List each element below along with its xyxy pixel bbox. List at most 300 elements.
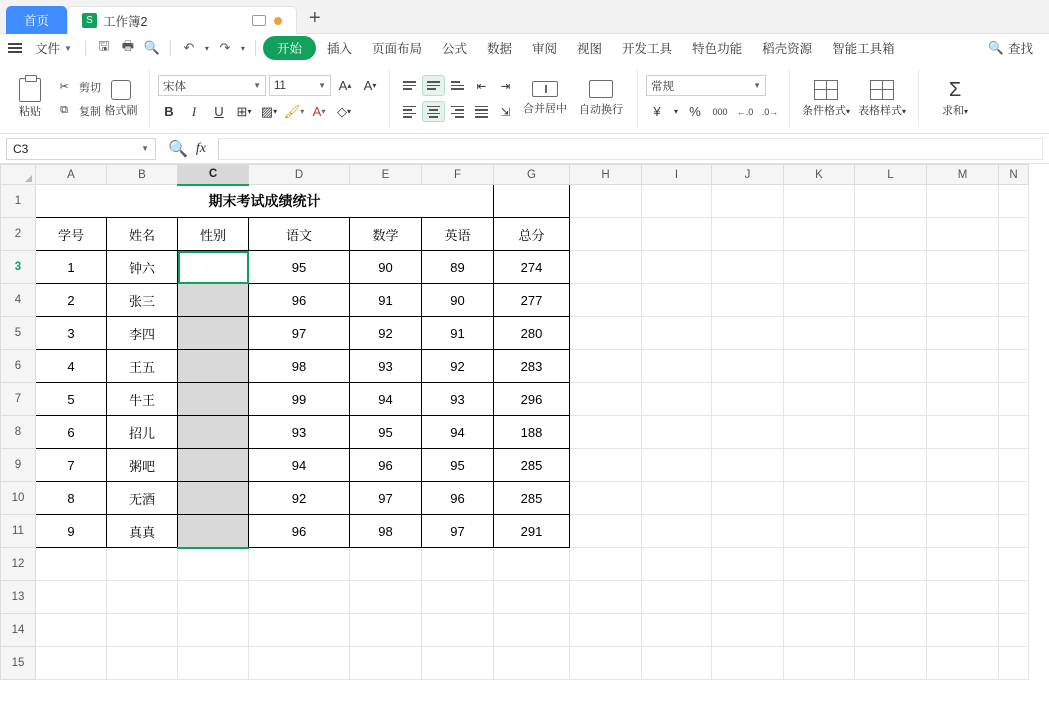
cell-M8[interactable] [927, 416, 999, 449]
cell-L14[interactable] [855, 614, 927, 647]
grow-font-button[interactable]: A ▴ [338, 78, 352, 93]
cell-A15[interactable] [36, 647, 107, 680]
cell-L13[interactable] [855, 581, 927, 614]
cell-A2[interactable]: 学号 [36, 218, 107, 251]
ribbon-tab-developer[interactable]: 开发工具 [622, 42, 673, 56]
column-header-F[interactable]: F [422, 165, 494, 185]
cell-G7[interactable]: 296 [494, 383, 570, 416]
cell-A7[interactable]: 5 [36, 383, 107, 416]
number-format-select[interactable] [646, 75, 766, 96]
cell-I11[interactable] [642, 515, 712, 548]
new-tab-button[interactable]: + [309, 7, 321, 29]
cell-I10[interactable] [642, 482, 712, 515]
cell-K12[interactable] [784, 548, 855, 581]
merge-center-button[interactable] [517, 81, 573, 116]
shrink-font-button[interactable]: A ▾ [363, 78, 377, 93]
cell-L9[interactable] [855, 449, 927, 482]
cell-C12[interactable] [178, 548, 249, 581]
align-right-button[interactable] [446, 101, 469, 122]
cell-E9[interactable]: 96 [350, 449, 422, 482]
cell-J9[interactable] [712, 449, 784, 482]
cell-L1[interactable] [855, 185, 927, 218]
cell-G3[interactable]: 274 [494, 251, 570, 284]
cell-J5[interactable] [712, 317, 784, 350]
cell-H15[interactable] [570, 647, 642, 680]
cell-G14[interactable] [494, 614, 570, 647]
column-header-H[interactable]: H [570, 165, 642, 185]
row-header-1[interactable]: 1 [1, 185, 36, 218]
italic-button[interactable]: I [191, 103, 197, 119]
cell-C8[interactable] [178, 416, 249, 449]
align-middle-button[interactable] [422, 75, 445, 96]
cell-B2[interactable]: 姓名 [107, 218, 178, 251]
cell-A8[interactable]: 6 [36, 416, 107, 449]
row-header-14[interactable]: 14 [1, 614, 36, 647]
cell-L12[interactable] [855, 548, 927, 581]
cell-H6[interactable] [570, 350, 642, 383]
cell-I5[interactable] [642, 317, 712, 350]
cell-N7[interactable] [999, 383, 1029, 416]
cell-K4[interactable] [784, 284, 855, 317]
cell-I7[interactable] [642, 383, 712, 416]
cell-A9[interactable]: 7 [36, 449, 107, 482]
cell-N8[interactable] [999, 416, 1029, 449]
cell-E15[interactable] [350, 647, 422, 680]
cell-J15[interactable] [712, 647, 784, 680]
cell-J13[interactable] [712, 581, 784, 614]
cell-H4[interactable] [570, 284, 642, 317]
cell-B10[interactable]: 无酒 [107, 482, 178, 515]
cell-D8[interactable]: 93 [249, 416, 350, 449]
cell-F6[interactable]: 92 [422, 350, 494, 383]
cell-K11[interactable] [784, 515, 855, 548]
cell-E6[interactable]: 93 [350, 350, 422, 383]
justify-button[interactable] [470, 101, 493, 122]
cell-N14[interactable] [999, 614, 1029, 647]
cell-M15[interactable] [927, 647, 999, 680]
cell-H5[interactable] [570, 317, 642, 350]
cell-K10[interactable] [784, 482, 855, 515]
print-icon[interactable]: 🖶 [121, 38, 135, 53]
cell-D15[interactable] [249, 647, 350, 680]
cell-L5[interactable] [855, 317, 927, 350]
cell-F11[interactable]: 97 [422, 515, 494, 548]
cell-H13[interactable] [570, 581, 642, 614]
cell-E10[interactable]: 97 [350, 482, 422, 515]
cut-button[interactable] [53, 76, 101, 97]
cell-E4[interactable]: 91 [350, 284, 422, 317]
row-header-8[interactable]: 8 [1, 416, 36, 449]
cell-H1[interactable] [570, 185, 642, 218]
column-header-K[interactable]: K [784, 165, 855, 185]
ribbon-tab-resources[interactable]: 稻壳资源 [762, 42, 813, 56]
cell-N2[interactable] [999, 218, 1029, 251]
cell-N9[interactable] [999, 449, 1029, 482]
cell-C4[interactable] [178, 284, 249, 317]
bold-button[interactable]: B [164, 104, 174, 119]
cell-M14[interactable] [927, 614, 999, 647]
cell-J10[interactable] [712, 482, 784, 515]
copy-button[interactable] [53, 100, 101, 121]
ribbon-tab-view[interactable]: 视图 [577, 42, 603, 56]
align-bottom-button[interactable] [446, 75, 469, 96]
cell-J1[interactable] [712, 185, 784, 218]
align-center-button[interactable] [422, 101, 445, 122]
print-preview-icon[interactable]: 🔍 [143, 40, 161, 55]
cell-A6[interactable]: 4 [36, 350, 107, 383]
underline-button[interactable]: U [214, 104, 224, 119]
search-box[interactable] [988, 39, 1041, 57]
column-header-B[interactable]: B [107, 165, 178, 185]
cell-K15[interactable] [784, 647, 855, 680]
cell-K6[interactable] [784, 350, 855, 383]
cell-N15[interactable] [999, 647, 1029, 680]
cell-L15[interactable] [855, 647, 927, 680]
cell-N3[interactable] [999, 251, 1029, 284]
column-header-A[interactable]: A [36, 165, 107, 185]
cell-K2[interactable] [784, 218, 855, 251]
wrap-text-button[interactable] [573, 80, 629, 117]
cell-I13[interactable] [642, 581, 712, 614]
cell-F8[interactable]: 94 [422, 416, 494, 449]
formula-input[interactable] [218, 138, 1043, 160]
cell-J8[interactable] [712, 416, 784, 449]
cell-C15[interactable] [178, 647, 249, 680]
cell-I3[interactable] [642, 251, 712, 284]
column-header-J[interactable]: J [712, 165, 784, 185]
cell-G4[interactable]: 277 [494, 284, 570, 317]
format-painter-button[interactable] [101, 80, 141, 118]
row-header-3[interactable]: 3 [1, 251, 36, 284]
decrease-decimal-button[interactable]: .0→ [761, 106, 779, 117]
row-header-5[interactable]: 5 [1, 317, 36, 350]
cell-I15[interactable] [642, 647, 712, 680]
file-menu[interactable] [29, 37, 78, 59]
cell-L10[interactable] [855, 482, 927, 515]
save-icon[interactable]: 🖫 [98, 38, 110, 53]
cell-E12[interactable] [350, 548, 422, 581]
cell-A13[interactable] [36, 581, 107, 614]
cell-B5[interactable]: 李四 [107, 317, 178, 350]
cell-C6[interactable] [178, 350, 249, 383]
tab-workbook2[interactable] [67, 6, 297, 34]
table-style-button[interactable] [854, 80, 910, 118]
ribbon-tab-insert[interactable]: 插入 [326, 42, 352, 56]
cell-D12[interactable] [249, 548, 350, 581]
cell-I9[interactable] [642, 449, 712, 482]
cell-B7[interactable]: 牛王 [107, 383, 178, 416]
cell-D11[interactable]: 96 [249, 515, 350, 548]
cell-L3[interactable] [855, 251, 927, 284]
cell-J12[interactable] [712, 548, 784, 581]
cell-L7[interactable] [855, 383, 927, 416]
cell-B13[interactable] [107, 581, 178, 614]
currency-dropdown-icon[interactable]: ▾ [673, 107, 678, 116]
ribbon-tab-features[interactable]: 特色功能 [692, 42, 743, 56]
cell-G10[interactable]: 285 [494, 482, 570, 515]
cell-C13[interactable] [178, 581, 249, 614]
cell-B11[interactable]: 真真 [107, 515, 178, 548]
cell-M1[interactable] [927, 185, 999, 218]
redo-icon[interactable]: ↷ [219, 40, 231, 55]
cell-H7[interactable] [570, 383, 642, 416]
cell-C2[interactable]: 性别 [178, 218, 249, 251]
cell-K7[interactable] [784, 383, 855, 416]
cell-C3[interactable] [178, 251, 249, 284]
cell-B12[interactable] [107, 548, 178, 581]
cell-L11[interactable] [855, 515, 927, 548]
cell-J4[interactable] [712, 284, 784, 317]
cell-E3[interactable]: 90 [350, 251, 422, 284]
cell-E7[interactable]: 94 [350, 383, 422, 416]
increase-decimal-button[interactable]: ←.0 [736, 106, 754, 117]
cell-A5[interactable]: 3 [36, 317, 107, 350]
cell-H8[interactable] [570, 416, 642, 449]
ribbon-tab-review[interactable]: 审阅 [532, 42, 558, 56]
cell-title[interactable]: 期末考试成绩统计 [36, 185, 494, 218]
cell-D6[interactable]: 98 [249, 350, 350, 383]
select-all-corner[interactable] [1, 165, 36, 185]
cell-M13[interactable] [927, 581, 999, 614]
cell-M12[interactable] [927, 548, 999, 581]
cell-M10[interactable] [927, 482, 999, 515]
cell-F14[interactable] [422, 614, 494, 647]
cell-F7[interactable]: 93 [422, 383, 494, 416]
cell-N1[interactable] [999, 185, 1029, 218]
text-orientation-button[interactable]: ⇲ [500, 106, 511, 119]
row-header-13[interactable]: 13 [1, 581, 36, 614]
row-header-4[interactable]: 4 [1, 284, 36, 317]
cell-G1[interactable] [494, 185, 570, 218]
comma-button[interactable]: 000 [712, 106, 728, 117]
cell-N4[interactable] [999, 284, 1029, 317]
cell-G5[interactable]: 280 [494, 317, 570, 350]
cell-D7[interactable]: 99 [249, 383, 350, 416]
cell-F13[interactable] [422, 581, 494, 614]
cell-D10[interactable]: 92 [249, 482, 350, 515]
row-header-11[interactable]: 11 [1, 515, 36, 548]
cell-A11[interactable]: 9 [36, 515, 107, 548]
cell-B15[interactable] [107, 647, 178, 680]
cell-J3[interactable] [712, 251, 784, 284]
percent-button[interactable]: % [689, 104, 701, 119]
cell-E11[interactable]: 98 [350, 515, 422, 548]
column-header-C[interactable]: C [178, 165, 249, 185]
cell-J6[interactable] [712, 350, 784, 383]
cell-B6[interactable]: 王五 [107, 350, 178, 383]
cell-K1[interactable] [784, 185, 855, 218]
cell-H9[interactable] [570, 449, 642, 482]
increase-indent-button[interactable]: ⇥ [500, 80, 511, 93]
cell-M2[interactable] [927, 218, 999, 251]
cell-M5[interactable] [927, 317, 999, 350]
cell-H2[interactable] [570, 218, 642, 251]
tab-home[interactable] [6, 6, 67, 34]
cell-A14[interactable] [36, 614, 107, 647]
cell-H12[interactable] [570, 548, 642, 581]
cell-F15[interactable] [422, 647, 494, 680]
font-size-select[interactable] [269, 75, 331, 96]
cell-D14[interactable] [249, 614, 350, 647]
clear-format-button[interactable]: ◇ ▾ [336, 103, 351, 119]
cell-H14[interactable] [570, 614, 642, 647]
ribbon-tab-page-layout[interactable]: 页面布局 [371, 42, 422, 56]
cell-F9[interactable]: 95 [422, 449, 494, 482]
zoom-icon[interactable]: 🔍 [168, 140, 188, 158]
column-header-M[interactable]: M [927, 165, 999, 185]
cell-K14[interactable] [784, 614, 855, 647]
cell-D13[interactable] [249, 581, 350, 614]
cell-A10[interactable]: 8 [36, 482, 107, 515]
cell-H3[interactable] [570, 251, 642, 284]
cell-G9[interactable]: 285 [494, 449, 570, 482]
app-menu-icon[interactable] [8, 43, 22, 53]
cell-D3[interactable]: 95 [249, 251, 350, 284]
cell-N13[interactable] [999, 581, 1029, 614]
cell-B3[interactable]: 钟六 [107, 251, 178, 284]
cell-E5[interactable]: 92 [350, 317, 422, 350]
cell-D4[interactable]: 96 [249, 284, 350, 317]
cell-I4[interactable] [642, 284, 712, 317]
cell-B14[interactable] [107, 614, 178, 647]
cell-M11[interactable] [927, 515, 999, 548]
cell-J7[interactable] [712, 383, 784, 416]
cell-L6[interactable] [855, 350, 927, 383]
row-header-15[interactable]: 15 [1, 647, 36, 680]
cell-F2[interactable]: 英语 [422, 218, 494, 251]
row-header-2[interactable]: 2 [1, 218, 36, 251]
cell-E8[interactable]: 95 [350, 416, 422, 449]
row-header-6[interactable]: 6 [1, 350, 36, 383]
fill-color-button[interactable]: 🖌 ▾ [283, 103, 305, 119]
cell-N6[interactable] [999, 350, 1029, 383]
cell-F4[interactable]: 90 [422, 284, 494, 317]
cell-I2[interactable] [642, 218, 712, 251]
cell-M3[interactable] [927, 251, 999, 284]
row-header-7[interactable]: 7 [1, 383, 36, 416]
cell-N11[interactable] [999, 515, 1029, 548]
ribbon-tab-toolbox[interactable]: 智能工具箱 [832, 42, 895, 56]
cell-C11[interactable] [178, 515, 249, 548]
cell-F10[interactable]: 96 [422, 482, 494, 515]
cell-F12[interactable] [422, 548, 494, 581]
cell-D9[interactable]: 94 [249, 449, 350, 482]
cell-K5[interactable] [784, 317, 855, 350]
cell-K9[interactable] [784, 449, 855, 482]
cell-A3[interactable]: 1 [36, 251, 107, 284]
border-button[interactable]: ⊞ ▾ [236, 103, 252, 119]
font-name-select[interactable] [158, 75, 266, 96]
cell-A4[interactable]: 2 [36, 284, 107, 317]
fill-effects-button[interactable]: ▨ ▾ [260, 103, 278, 119]
align-left-button[interactable] [398, 101, 421, 122]
undo-icon[interactable]: ↶ [183, 40, 195, 55]
currency-button[interactable]: ¥ [653, 104, 661, 119]
cell-B8[interactable]: 招儿 [107, 416, 178, 449]
cell-C5[interactable] [178, 317, 249, 350]
cell-K13[interactable] [784, 581, 855, 614]
cell-E2[interactable]: 数学 [350, 218, 422, 251]
cell-B4[interactable]: 张三 [107, 284, 178, 317]
column-header-E[interactable]: E [350, 165, 422, 185]
cell-K3[interactable] [784, 251, 855, 284]
cell-D2[interactable]: 语文 [249, 218, 350, 251]
cell-I6[interactable] [642, 350, 712, 383]
cell-E13[interactable] [350, 581, 422, 614]
cell-G6[interactable]: 283 [494, 350, 570, 383]
screen-icon[interactable] [252, 15, 266, 26]
column-header-N[interactable]: N [999, 165, 1029, 185]
cell-L4[interactable] [855, 284, 927, 317]
cell-E14[interactable] [350, 614, 422, 647]
row-header-9[interactable]: 9 [1, 449, 36, 482]
cell-L2[interactable] [855, 218, 927, 251]
cell-G15[interactable] [494, 647, 570, 680]
redo-dropdown-icon[interactable]: ▾ [240, 43, 245, 53]
cell-G13[interactable] [494, 581, 570, 614]
cell-A12[interactable] [36, 548, 107, 581]
conditional-format-button[interactable] [798, 80, 854, 118]
autosum-button[interactable] [927, 80, 983, 118]
paste-button[interactable] [9, 66, 51, 131]
row-header-10[interactable]: 10 [1, 482, 36, 515]
cell-D5[interactable]: 97 [249, 317, 350, 350]
ribbon-tab-start[interactable]: 开始 [263, 36, 316, 60]
cell-M7[interactable] [927, 383, 999, 416]
cell-C14[interactable] [178, 614, 249, 647]
decrease-indent-button[interactable]: ⇤ [476, 80, 487, 93]
cell-M9[interactable] [927, 449, 999, 482]
undo-dropdown-icon[interactable]: ▾ [204, 43, 209, 53]
cell-I8[interactable] [642, 416, 712, 449]
cell-I12[interactable] [642, 548, 712, 581]
ribbon-tab-formula[interactable]: 公式 [441, 42, 467, 56]
cell-H11[interactable] [570, 515, 642, 548]
cell-C7[interactable] [178, 383, 249, 416]
fx-icon[interactable]: fx [195, 140, 207, 156]
cell-G2[interactable]: 总分 [494, 218, 570, 251]
cell-J11[interactable] [712, 515, 784, 548]
font-color-button[interactable]: A ▾ [312, 104, 326, 119]
align-top-button[interactable] [398, 75, 421, 96]
cell-K8[interactable] [784, 416, 855, 449]
cell-G8[interactable]: 188 [494, 416, 570, 449]
cell-G11[interactable]: 291 [494, 515, 570, 548]
ribbon-tab-data[interactable]: 数据 [487, 42, 513, 56]
row-header-12[interactable]: 12 [1, 548, 36, 581]
cell-N5[interactable] [999, 317, 1029, 350]
column-header-G[interactable]: G [494, 165, 570, 185]
cell-J2[interactable] [712, 218, 784, 251]
column-header-I[interactable]: I [642, 165, 712, 185]
cell-C9[interactable] [178, 449, 249, 482]
column-header-L[interactable]: L [855, 165, 927, 185]
cell-M6[interactable] [927, 350, 999, 383]
cell-N12[interactable] [999, 548, 1029, 581]
column-header-D[interactable]: D [249, 165, 350, 185]
cell-I1[interactable] [642, 185, 712, 218]
cell-F3[interactable]: 89 [422, 251, 494, 284]
cell-H10[interactable] [570, 482, 642, 515]
cell-B9[interactable]: 粥吧 [107, 449, 178, 482]
cell-G12[interactable] [494, 548, 570, 581]
cell-C10[interactable] [178, 482, 249, 515]
cell-J14[interactable] [712, 614, 784, 647]
name-box[interactable] [6, 138, 156, 160]
cell-F5[interactable]: 91 [422, 317, 494, 350]
cell-N10[interactable] [999, 482, 1029, 515]
cell-I14[interactable] [642, 614, 712, 647]
